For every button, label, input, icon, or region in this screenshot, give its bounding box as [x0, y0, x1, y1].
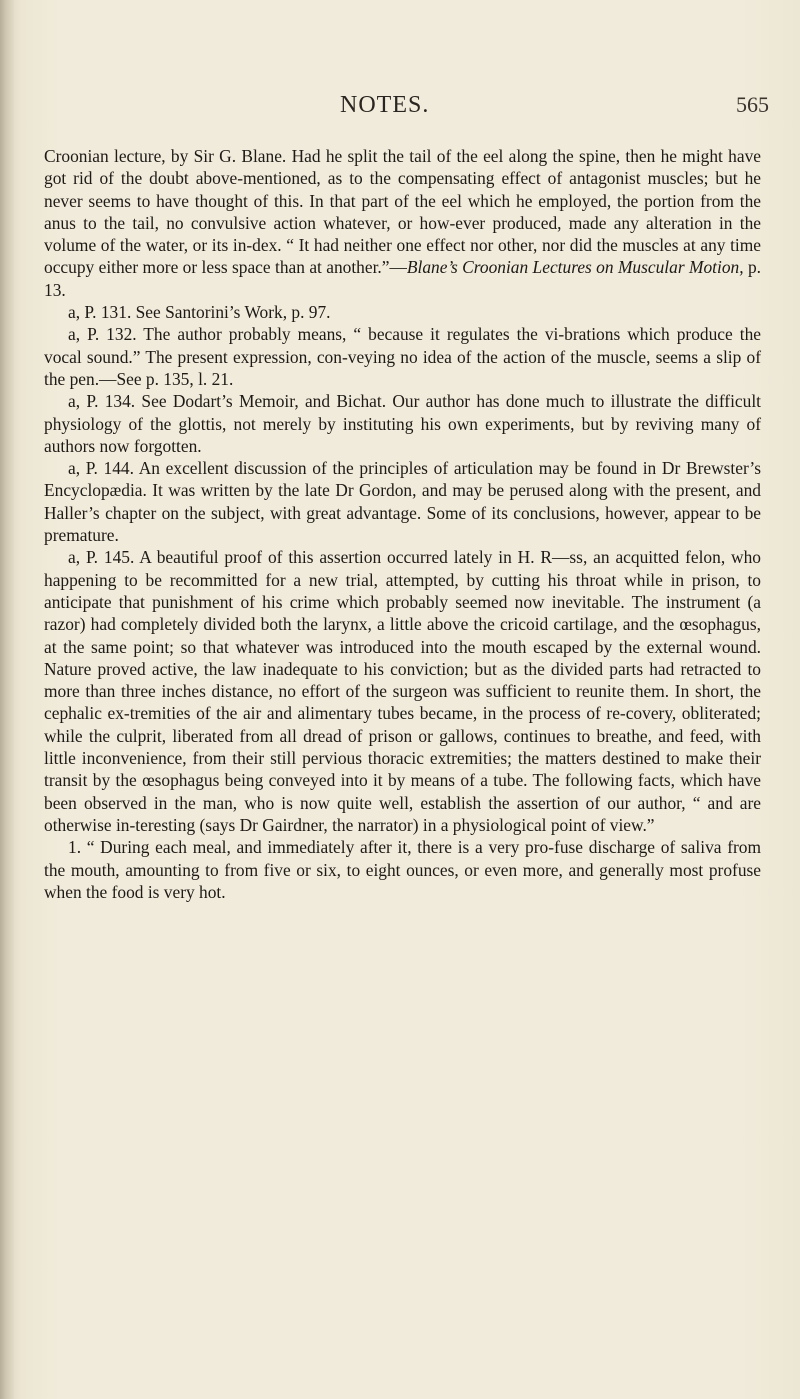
note-p132: a, P. 132. The author probably means, “ because it regulates the vi-brations which produce the vocal sound.” The present expression, con-veying no idea of the action of the muscle, seems a slip of the pen.—See p. 135, l. 21.	[44, 324, 761, 389]
running-head: NOTES.	[340, 92, 430, 118]
note-p134: a, P. 134. See Dodart’s Memoir, and Bichat. Our author has done much to illustrate the difficult physiology of the glottis, not merely by instituting his own experiments, but by reviving many of authors now forgotten.	[44, 391, 761, 456]
page-number: 565	[736, 92, 769, 117]
paragraph-text: Croonian lecture, by Sir G. Blane. Had he split the tail of the eel along the spine, then he might have got rid of the doubt above-mentioned, as to the compensating effect of antagonist muscles; but he never seems to have thought of this. In that part of the eel which he employed, the portion from the anus to the tail, no convulsive action whatever, or how-ever produced, made any alteration in the volume of the water, or its in-dex. “ It had neither one effect nor other, nor did the muscles at any time occupy either more or less space than at another.”—	[44, 146, 761, 278]
note-p144: a, P. 144. An excellent discussion of the principles of articulation may be found in Dr Brewster’s Encyclopædia. It was written by the late Dr Gordon, and may be perused along with the present, and Haller’s chapter on the subject, with great advantage. Some of its conclusions, however, appear to be premature.	[44, 458, 761, 546]
page-binding-shadow	[0, 0, 14, 1399]
note-p145: a, P. 145. A beautiful proof of this assertion occurred lately in H. R—ss, an acquitted felon, who happening to be recommitted for a new trial, attempted, by cutting his throat while in prison, to anticipate that punishment of his crime which probably seemed now inevitable. The instrument (a razor) had completely divided both the larynx, a little above the cricoid cartilage, and the œsophagus, at the same point; so that whatever was introduced into the mouth escaped by the external wound. Nature proved active, the law inadequate to his conviction; but as the divided parts had retracted to more than three inches distance, no effort of the surgeon was sufficient to reunite them. In short, the cephalic ex-tremities of the air and alimentary tubes became, in the process of re-covery, obliterated; while the culprit, liberated from all dread of prison or gallows, continues to breathe, and feed, with little inconvenience, from their still pervious thoracic extremities; the matters destined to make their transit by the œsophagus being conveyed into it by means of a tube. The following facts, which have been observed in the man, who is now quite well, establish the assertion of our author, “ and are otherwise in-teresting (says Dr Gairdner, the narrator) in a physiological point of view.”	[44, 547, 761, 835]
citation-page: p. 13.	[44, 257, 761, 300]
note-p131: a, P. 131. See Santorini’s Work, p. 97.	[68, 302, 331, 323]
notes-body	[44, 145, 761, 903]
note-item-1: 1. “ During each meal, and immediately after it, there is a very pro-fuse discharge of saliva from the mouth, amounting to from five or six, to eight ounces, or even more, and generally most profuse when the food is very hot.	[44, 837, 761, 902]
page-header	[0, 92, 800, 132]
paragraph-croonian	[44, 145, 761, 301]
citation-reference: Blane’s Croonian Lectures on Muscular Motion,	[406, 257, 744, 278]
